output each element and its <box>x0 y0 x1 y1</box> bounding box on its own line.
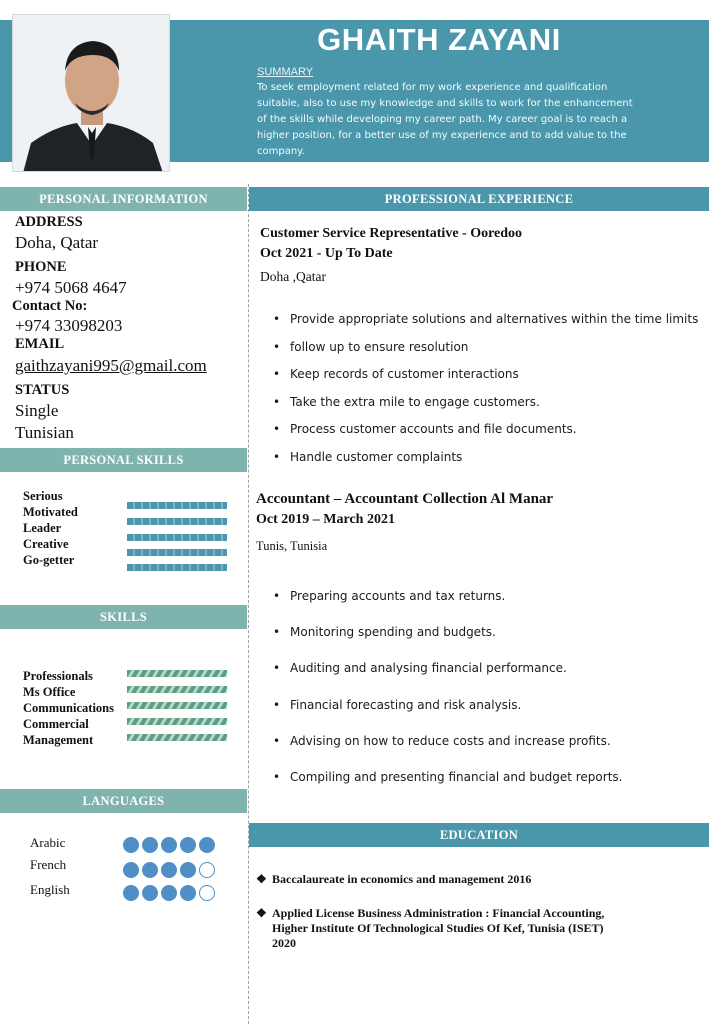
duty-item: • Provide appropriate solutions and alternatives within the time limits <box>273 306 698 334</box>
rating-dot-filled <box>142 862 158 878</box>
job-title: Accountant – Accountant Collection Al Manar <box>256 491 554 507</box>
rating-dot-empty <box>199 862 215 878</box>
duty-item: • Monitoring spending and budgets. <box>273 614 622 650</box>
rating-dot-filled <box>142 885 158 901</box>
personal-skill-label: Leader <box>23 521 62 535</box>
contact-value: +974 33098203 <box>15 316 123 335</box>
duty-item: • Advising on how to reduce costs and increase profits. <box>273 723 622 759</box>
language-label: French <box>30 857 67 872</box>
personal-skill-label: Go-getter <box>23 553 75 567</box>
candidate-name: GHAITH ZAYANI <box>317 22 561 57</box>
rating-dot-filled <box>123 885 139 901</box>
skill-label: Communications <box>23 701 114 715</box>
section-education: EDUCATION <box>249 823 709 847</box>
duty-item: • Handle customer complaints <box>273 444 698 472</box>
skill-label: Management <box>23 733 94 747</box>
summary-line: suitable, also to use my knowledge and skills to work for the enhancement <box>257 98 633 109</box>
job-dates: Oct 2019 – March 2021 <box>256 512 395 527</box>
personal-skill-bar <box>127 518 227 525</box>
duty-item: • follow up to ensure resolution <box>273 334 698 362</box>
summary-text <box>257 80 677 160</box>
summary-line: of the skills while developing my career path. My career goal is to reach a <box>257 114 628 125</box>
rating-dot-filled <box>161 885 177 901</box>
job-duties-list <box>273 306 698 472</box>
skill-bar <box>127 670 227 677</box>
rating-dot-filled <box>180 885 196 901</box>
rating-dot-filled <box>199 837 215 853</box>
email-link[interactable]: gaithzayani995@gmail.com <box>15 356 207 375</box>
education-entry <box>256 906 604 951</box>
job-title: Customer Service Representative - Ooredoo <box>260 226 523 241</box>
job-dates: Oct 2021 - Up To Date <box>260 246 393 261</box>
rating-dot-filled <box>180 862 196 878</box>
diamond-bullet-icon: ❖ <box>256 872 267 886</box>
language-rating <box>123 885 215 901</box>
section-personal-information: PERSONAL INFORMATION <box>0 187 247 211</box>
language-rating <box>123 862 215 878</box>
contact-label: Contact No: <box>12 298 88 314</box>
job-duties-list <box>273 578 622 795</box>
skill-label: Ms Office <box>23 685 76 699</box>
address-label: ADDRESS <box>15 214 83 230</box>
education-line: Baccalaureate in economics and management 2016 <box>272 872 532 886</box>
education-entry <box>256 872 531 887</box>
phone-value: +974 5068 4647 <box>15 278 127 297</box>
personal-skill-bar <box>127 564 227 571</box>
rating-dot-filled <box>123 837 139 853</box>
rating-dot-empty <box>199 885 215 901</box>
personal-skill-bar <box>127 502 227 509</box>
rating-dot-filled <box>161 837 177 853</box>
rating-dot-filled <box>142 837 158 853</box>
skill-bar <box>127 702 227 709</box>
diamond-bullet-icon: ❖ <box>256 906 267 920</box>
email-label: EMAIL <box>15 336 65 352</box>
profile-photo <box>12 14 170 172</box>
skill-label: Professionals <box>23 669 93 683</box>
education-line: 2020 <box>272 936 296 950</box>
language-label: English <box>30 882 70 897</box>
status-label: STATUS <box>15 382 70 398</box>
language-label: Arabic <box>30 835 66 850</box>
duty-item: • Keep records of customer interactions <box>273 361 698 389</box>
section-skills: SKILLS <box>0 605 247 629</box>
nationality-value: Tunisian <box>15 423 74 442</box>
column-divider <box>248 184 249 1024</box>
rating-dot-filled <box>180 837 196 853</box>
phone-label: PHONE <box>15 259 67 275</box>
skill-label: Commercial <box>23 717 89 731</box>
person-silhouette-icon <box>13 15 170 172</box>
status-value: Single <box>15 401 59 420</box>
rating-dot-filled <box>123 862 139 878</box>
personal-skill-label: Creative <box>23 537 69 551</box>
duty-item: • Financial forecasting and risk analysis. <box>273 687 622 723</box>
personal-skill-label: Serious <box>23 489 63 503</box>
education-line: Applied License Business Administration : Financial Accounting, <box>272 906 605 920</box>
section-personal-skills: PERSONAL SKILLS <box>0 448 247 472</box>
skill-bar <box>127 734 227 741</box>
summary-heading: SUMMARY <box>257 66 314 78</box>
skill-bar <box>127 718 227 725</box>
personal-skill-bar <box>127 534 227 541</box>
section-professional-experience: PROFESSIONAL EXPERIENCE <box>249 187 709 211</box>
skill-bar <box>127 686 227 693</box>
duty-item: • Take the extra mile to engage customers. <box>273 389 698 417</box>
job-location: Doha ,Qatar <box>260 269 326 284</box>
summary-line: higher position, for a better use of my experience and to add value to the <box>257 130 627 141</box>
personal-skill-label: Motivated <box>23 505 78 519</box>
address-value: Doha, Qatar <box>15 233 99 252</box>
duty-item: • Process customer accounts and file documents. <box>273 416 698 444</box>
summary-line: To seek employment related for my work experience and qualification <box>257 82 608 93</box>
section-languages: LANGUAGES <box>0 789 247 813</box>
rating-dot-filled <box>161 862 177 878</box>
summary-line: company. <box>257 146 305 157</box>
language-rating <box>123 837 215 853</box>
duty-item: • Compiling and presenting financial and budget reports. <box>273 759 622 795</box>
education-line: Higher Institute Of Technological Studies Of Kef, Tunisia (ISET) <box>272 921 604 935</box>
job-location: Tunis, Tunisia <box>256 539 328 553</box>
duty-item: • Auditing and analysing financial performance. <box>273 650 622 686</box>
personal-skill-bar <box>127 549 227 556</box>
duty-item: • Preparing accounts and tax returns. <box>273 578 622 614</box>
